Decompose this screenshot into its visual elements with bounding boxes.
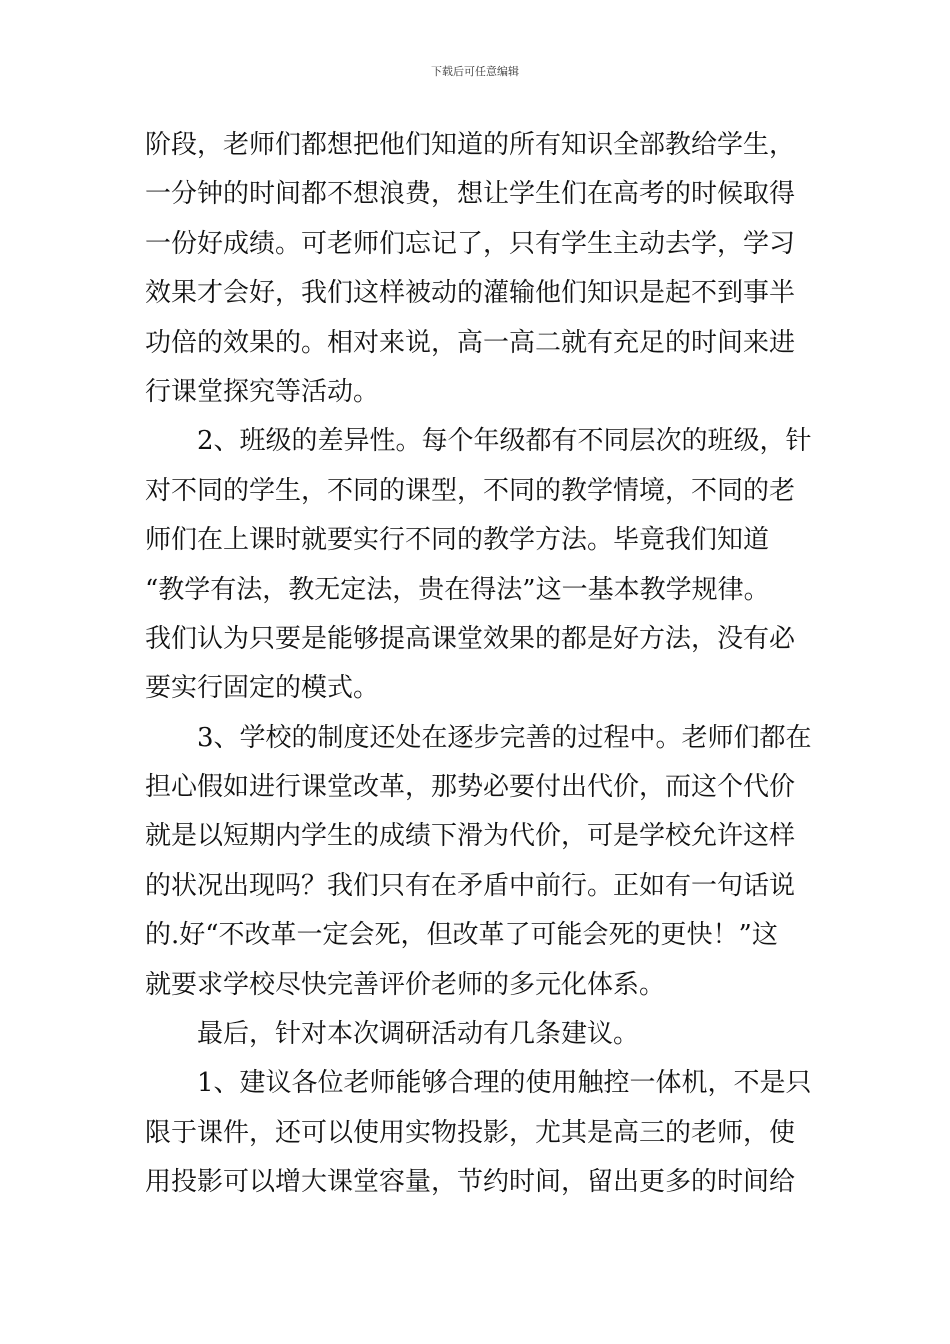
text-line: 对不同的学生，不同的课型，不同的教学情境，不同的老 [145,475,796,506]
text-line: 师们在上课时就要实行不同的教学方法。毕竟我们知道 [145,525,770,556]
text-line: 最后，针对本次调研活动有几条建议。 [197,1019,640,1050]
text-line: 功倍的效果的。相对来说，高一高二就有充足的时间来进 [145,327,796,358]
text-line: 担心假如进行课堂改革，那势必要付出代价，而这个代价 [145,772,796,803]
text-line: 我们认为只要是能够提高课堂效果的都是好方法，没有必 [145,623,796,654]
text-line: 一份好成绩。可老师们忘记了，只有学生主动去学，学习 [145,228,796,259]
text-line: 2、班级的差异性。每个年级都有不同层次的班级，针 [197,426,812,457]
text-line: 就是以短期内学生的成绩下滑为代价，可是学校允许这样 [145,821,796,852]
text-line: 限于课件，还可以使用实物投影，尤其是高三的老师，使 [145,1117,796,1148]
text-line: “教学有法，教无定法，贵在得法”这一基本教学规律。 [145,574,770,605]
text-line: 要实行固定的模式。 [145,673,380,704]
text-line: 就要求学校尽快完善评价老师的多元化体系。 [145,969,666,1000]
text-line: 一分钟的时间都不想浪费，想让学生们在高考的时候取得 [145,179,796,210]
text-line: 阶段，老师们都想把他们知道的所有知识全部教给学生， [145,130,796,160]
text-line: 的状况出现吗？我们只有在矛盾中前行。正如有一句话说 [145,870,796,901]
document-body [145,121,810,1208]
text-line: 1、建议各位老师能够合理的使用触控一体机，不是只 [197,1068,812,1099]
text-line: 行课堂探究等活动。 [145,376,380,407]
text-line: 的.好“不改革一定会死，但改革了可能会死的更快！”这 [145,920,778,951]
text-line: 用投影可以增大课堂容量，节约时间，留出更多的时间给 [145,1167,796,1198]
text-line: 3、学校的制度还处在逐步完善的过程中。老师们都在 [197,722,812,753]
page-header: 下载后可任意编辑 [431,65,519,78]
text-line: 效果才会好，我们这样被动的灌输他们知识是起不到事半 [145,278,796,309]
